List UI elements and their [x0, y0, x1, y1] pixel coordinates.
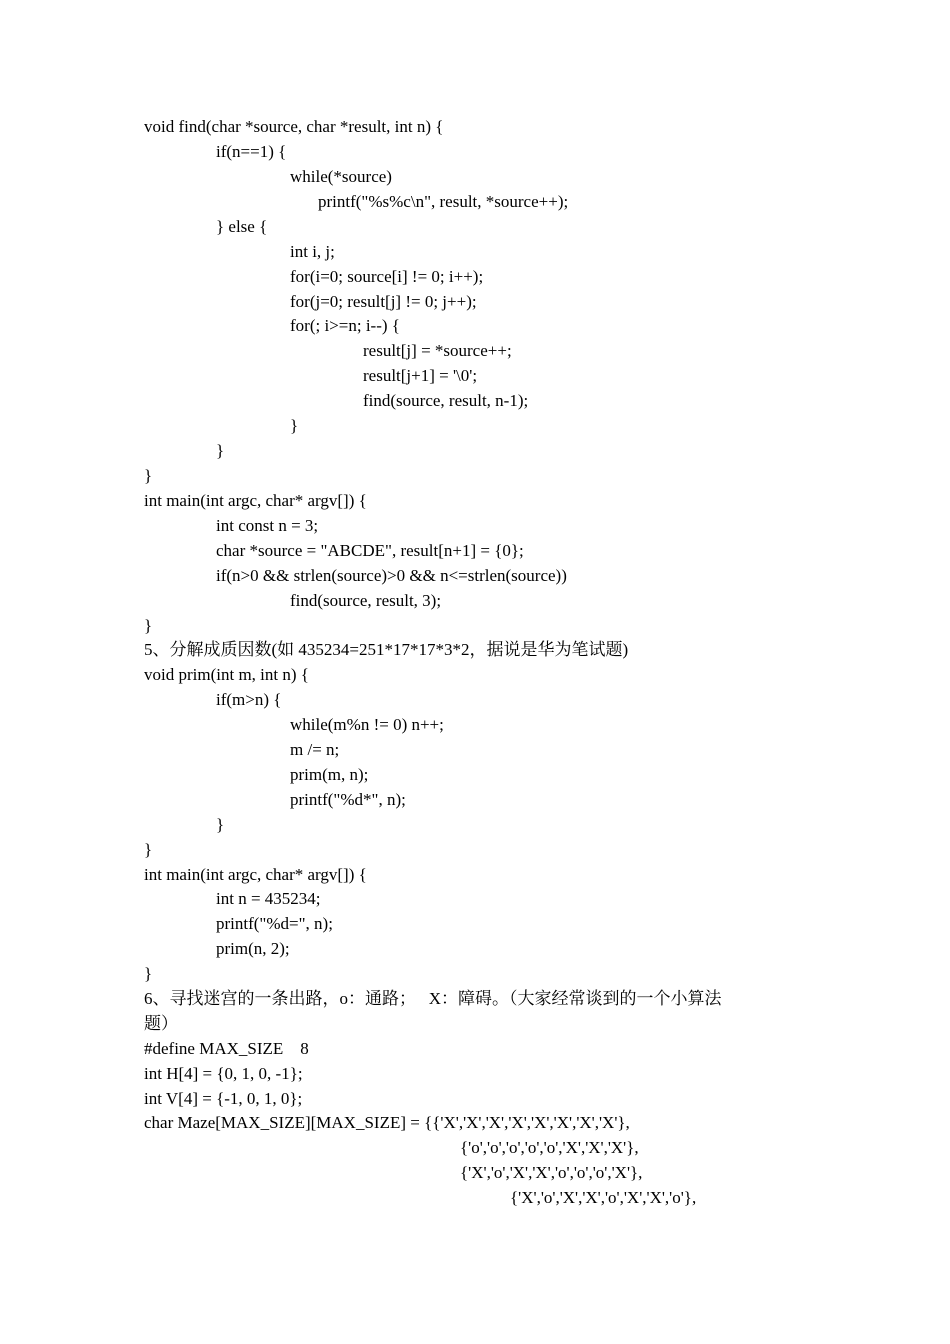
code-line: char *source = "ABCDE", result[n+1] = {0}; [216, 541, 524, 560]
code-line: } [144, 616, 153, 635]
code-line: find(source, result, 3); [290, 591, 442, 610]
section-heading: 5、分解成质因数(如 435234=251*17*17*3*2，据说是华为笔试题) [144, 640, 629, 659]
code-line: for(i=0; source[i] != 0; i++); [290, 267, 484, 286]
code-line: } [144, 466, 153, 485]
code-line: while(*source) [290, 167, 392, 186]
code-line: int const n = 3; [216, 516, 319, 535]
section-heading: 6、寻找迷宫的一条出路，o：通路； X：障碍。（大家经常谈到的一个小算法 [144, 989, 722, 1008]
code-line: prim(n, 2); [216, 939, 290, 958]
code-line: for(j=0; result[j] != 0; j++); [290, 292, 477, 311]
code-line: } [290, 416, 299, 435]
code-line: m /= n; [290, 740, 340, 759]
code-line: int n = 435234; [216, 889, 321, 908]
code-line: int H[4] = {0, 1, 0, -1}; [144, 1064, 303, 1083]
code-line: if(m>n) { [216, 690, 282, 709]
code-line: {'X','o','X','X','o','o','o','X'}, [460, 1163, 643, 1182]
code-line: int main(int argc, char* argv[]) { [144, 491, 367, 510]
code-line: char Maze[MAX_SIZE][MAX_SIZE] = {{'X','X','X','X','X','X','X','X'}, [144, 1113, 630, 1132]
code-line: result[j+1] = '\0'; [363, 366, 478, 385]
section-heading-continuation: 题） [144, 1014, 178, 1033]
code-line: } else { [216, 217, 268, 236]
code-line: } [144, 964, 153, 983]
code-line: } [216, 441, 225, 460]
code-line: int i, j; [290, 242, 335, 261]
code-line: } [216, 815, 225, 834]
code-line: {'X','o','X','X','o','X','X','o'}, [510, 1188, 697, 1207]
code-line: if(n==1) { [216, 142, 287, 161]
code-line: void find(char *source, char *result, int n) { [144, 117, 444, 136]
code-line: result[j] = *source++; [363, 341, 512, 360]
code-line: printf("%d=", n); [216, 914, 333, 933]
code-line: int main(int argc, char* argv[]) { [144, 865, 367, 884]
code-line: } [144, 840, 153, 859]
code-line: prim(m, n); [290, 765, 369, 784]
code-line: printf("%s%c\n", result, *source++); [318, 192, 569, 211]
code-line: if(n>0 && strlen(source)>0 && n<=strlen(source)) [216, 566, 567, 585]
code-line: while(m%n != 0) n++; [290, 715, 444, 734]
code-line: #define MAX_SIZE 8 [144, 1039, 309, 1058]
code-line: int V[4] = {-1, 0, 1, 0}; [144, 1089, 303, 1108]
code-line: find(source, result, n-1); [363, 391, 529, 410]
code-line: void prim(int m, int n) { [144, 665, 309, 684]
code-line: printf("%d*", n); [290, 790, 406, 809]
code-line: for(; i>=n; i--) { [290, 316, 400, 335]
code-line: {'o','o','o','o','o','X','X','X'}, [460, 1138, 639, 1157]
